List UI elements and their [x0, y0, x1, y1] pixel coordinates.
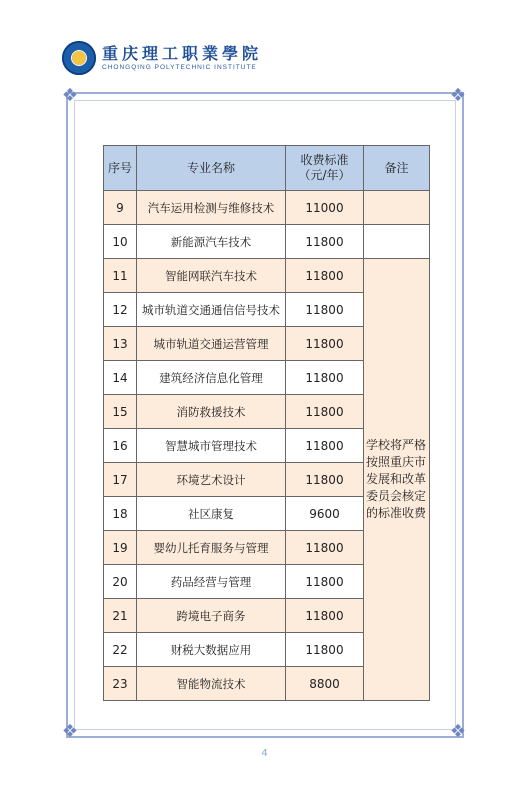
cell-fee: 11800 [286, 395, 364, 429]
cell-no: 18 [104, 497, 137, 531]
school-name-cn: 重庆理工职業學院 [102, 43, 263, 63]
cell-note-empty [364, 225, 430, 259]
cell-fee: 11800 [286, 565, 364, 599]
cell-no: 19 [104, 531, 137, 565]
cell-name: 智能网联汽车技术 [137, 259, 286, 293]
cell-fee: 11800 [286, 225, 364, 259]
cell-name: 智慧城市管理技术 [137, 429, 286, 463]
cell-name: 城市轨道交通通信信号技术 [137, 293, 286, 327]
cell-no: 22 [104, 633, 137, 667]
cell-no: 14 [104, 361, 137, 395]
cell-name: 城市轨道交通运营管理 [137, 327, 286, 361]
cell-fee: 11800 [286, 327, 364, 361]
cell-name: 财税大数据应用 [137, 633, 286, 667]
school-logo-icon [62, 41, 96, 75]
table-header-row [104, 146, 430, 191]
cell-fee: 9600 [286, 497, 364, 531]
header-note: 备注 [364, 146, 430, 191]
cell-no: 11 [104, 259, 137, 293]
cell-fee: 11800 [286, 259, 364, 293]
cell-fee: 11800 [286, 599, 364, 633]
cell-name: 婴幼儿托育服务与管理 [137, 531, 286, 565]
page-number: 4 [261, 748, 268, 759]
fee-table [103, 145, 430, 701]
cell-fee: 11800 [286, 293, 364, 327]
table-row [104, 225, 430, 259]
cell-no: 15 [104, 395, 137, 429]
cell-no: 10 [104, 225, 137, 259]
school-name-en: CHONGQING POLYTECHNIC INSTITUTE [102, 63, 257, 71]
cell-fee: 11000 [286, 191, 364, 225]
table-body [104, 191, 430, 701]
header-fee: 收费标准 （元/年） [286, 146, 364, 191]
corner-ornament-icon: ❖ [449, 721, 467, 742]
cell-no: 9 [104, 191, 137, 225]
cell-no: 20 [104, 565, 137, 599]
cell-fee: 8800 [286, 667, 364, 701]
school-brand [102, 45, 262, 72]
cell-note-empty [364, 191, 430, 225]
cell-name: 新能源汽车技术 [137, 225, 286, 259]
page-header [62, 38, 262, 78]
header-no: 序号 [104, 146, 137, 191]
cell-fee: 11800 [286, 361, 364, 395]
corner-ornament-icon: ❖ [61, 721, 79, 742]
table-row [104, 259, 430, 293]
cell-name: 跨境电子商务 [137, 599, 286, 633]
merged-note-cell: 学校将严格按照重庆市发展和改革委员会核定的标准收费 [364, 259, 430, 701]
corner-ornament-icon: ❖ [61, 85, 79, 106]
cell-name: 智能物流技术 [137, 667, 286, 701]
cell-fee: 11800 [286, 429, 364, 463]
cell-fee: 11800 [286, 633, 364, 667]
header-name: 专业名称 [137, 146, 286, 191]
cell-name: 药品经营与管理 [137, 565, 286, 599]
cell-name: 建筑经济信息化管理 [137, 361, 286, 395]
cell-name: 汽车运用检测与维修技术 [137, 191, 286, 225]
cell-name: 环境艺术设计 [137, 463, 286, 497]
cell-no: 12 [104, 293, 137, 327]
table-row [104, 191, 430, 225]
cell-no: 16 [104, 429, 137, 463]
cell-no: 23 [104, 667, 137, 701]
cell-fee: 11800 [286, 463, 364, 497]
cell-no: 13 [104, 327, 137, 361]
cell-name: 消防救援技术 [137, 395, 286, 429]
cell-no: 21 [104, 599, 137, 633]
cell-name: 社区康复 [137, 497, 286, 531]
cell-fee: 11800 [286, 531, 364, 565]
cell-no: 17 [104, 463, 137, 497]
corner-ornament-icon: ❖ [449, 85, 467, 106]
